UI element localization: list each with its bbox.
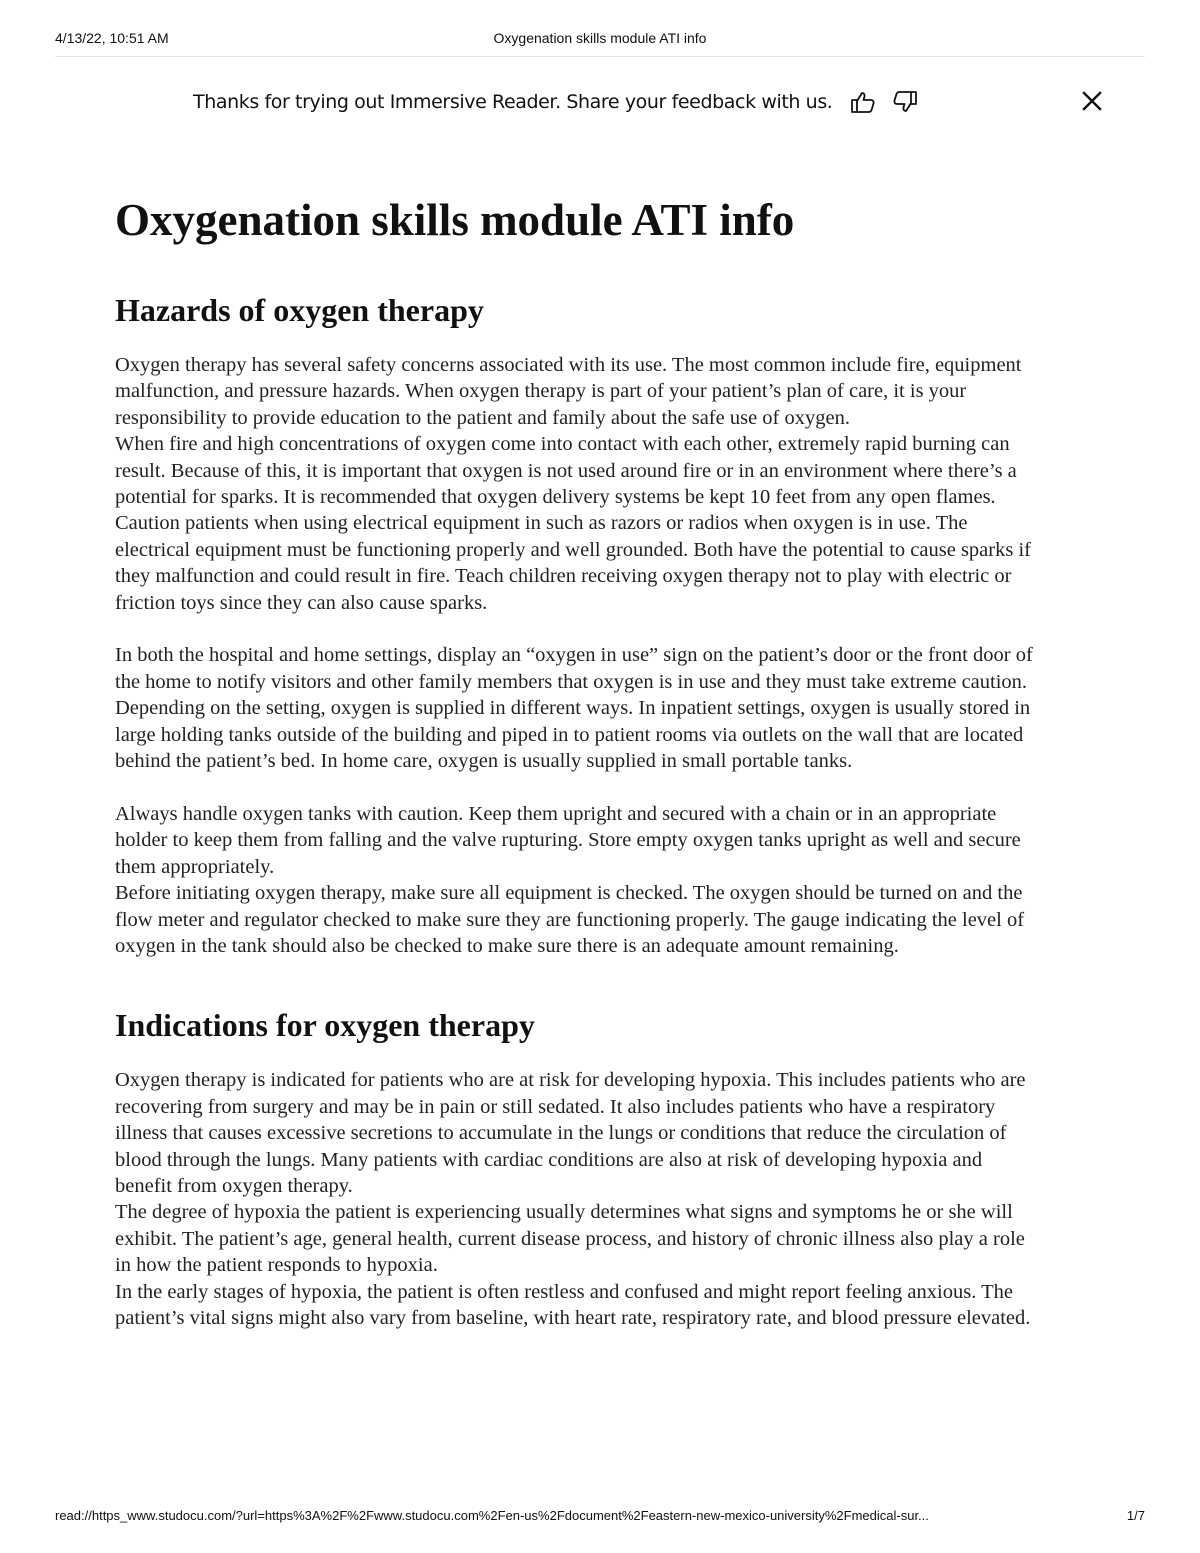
- feedback-message: Thanks for trying out Immersive Reader. Share your feedback with us.: [193, 91, 833, 113]
- paragraph: Oxygen therapy is indicated for patients who are at risk for developing hypoxia. This includes patients who are recovering from surgery and may be in pain or still sedated. It also includes patients who have a respiratory illness that causes excessive secretions to accumulate in the lungs or conditions that reduce the circulation of blood through the lungs. Many patients with cardiac conditions are also at risk of developing hypoxia and benefit from oxygen therapy.: [115, 1069, 1026, 1197]
- paragraph: Caution patients when using electrical equipment in such as razors or radios when oxygen is in use. The electrical equipment must be functioning properly and well grounded. Both have the potential to cause sparks if they malfunction and could result in fire. Teach children receiving oxygen therapy not to play with electric or friction toys since they can also cause sparks.: [115, 512, 1031, 614]
- paragraph: Before initiating oxygen therapy, make sure all equipment is checked. The oxygen should be turned on and the flow meter and regulator checked to make sure they are functioning properly. The gauge indicating the level of oxygen in the tank should also be checked to make sure there is an adequate amount remaining.: [115, 882, 1025, 957]
- section-heading-hazards: Hazards of oxygen therapy: [115, 292, 484, 328]
- print-document-title: Oxygenation skills module ATI info: [493, 30, 707, 46]
- paragraph: The degree of hypoxia the patient is experiencing usually determines what signs and symptoms he or she will exhibit. The patient’s age, general health, current disease process, and history of chronic illness also play a role in how the patient responds to hypoxia.: [115, 1201, 1025, 1277]
- paragraph: Depending on the setting, oxygen is supplied in different ways. In inpatient settings, oxygen is usually stored in large holding tanks outside of the building and piped in to patient rooms via outlets on the wall that are located behind the patient’s bed. In home care, oxygen is usually supplied in small portable tanks.: [115, 697, 1031, 773]
- close-button[interactable]: [1076, 86, 1108, 116]
- article-title: Oxygenation skills module ATI info: [115, 195, 795, 245]
- page-number: 1/7: [1126, 1508, 1145, 1523]
- thumbs-down-icon[interactable]: [890, 87, 920, 117]
- thumbs-up-icon[interactable]: [848, 87, 878, 117]
- section-heading-indications: Indications for oxygen therapy: [115, 1007, 535, 1044]
- article-content: [115, 190, 1040, 1331]
- paragraph: In the early stages of hypoxia, the patient is often restless and confused and might report feeling anxious. The patient’s vital signs might also vary from baseline, with heart rate, respiratory rate, and blood pressure elevated.: [115, 1280, 1031, 1329]
- print-footer: [55, 1506, 1145, 1530]
- print-url: read://https_www.studocu.com/?url=https%3A%2F%2Fwww.studocu.com%2Fen-us%2Fdocument%2Feastern-new-mexico-university%2Fmedical-sur...: [55, 1508, 929, 1523]
- print-header: [55, 30, 1145, 50]
- print-datetime: 4/13/22, 10:51 AM: [55, 30, 169, 46]
- paragraph: When fire and high concentrations of oxygen come into contact with each other, extremely rapid burning can result. Because of this, it is important that oxygen is not used around fire or in an environment where there’s a potential for sparks. It is recommended that oxygen delivery systems be kept 10 feet from any open flames.: [115, 433, 1017, 509]
- paragraph: Always handle oxygen tanks with caution. Keep them upright and secured with a chain or in an appropriate holder to keep them from falling and the valve rupturing. Store empty oxygen tanks upright as well and secure them appropriately.: [115, 802, 1021, 878]
- paragraph: In both the hospital and home settings, display an “oxygen in use” sign on the patient’s door or the front door of the home to notify visitors and other family members that oxygen is in use and they must take extreme caution.: [115, 644, 1033, 693]
- header-divider: [55, 56, 1145, 57]
- paragraph: Oxygen therapy has several safety concerns associated with its use. The most common include fire, equipment malfunction, and pressure hazards. When oxygen therapy is part of your patient’s plan of care, it is your responsibility to provide education to the patient and family about the safe use of oxygen.: [115, 354, 1022, 429]
- close-icon: [1081, 90, 1103, 112]
- immersive-reader-feedback-bar: [193, 86, 920, 118]
